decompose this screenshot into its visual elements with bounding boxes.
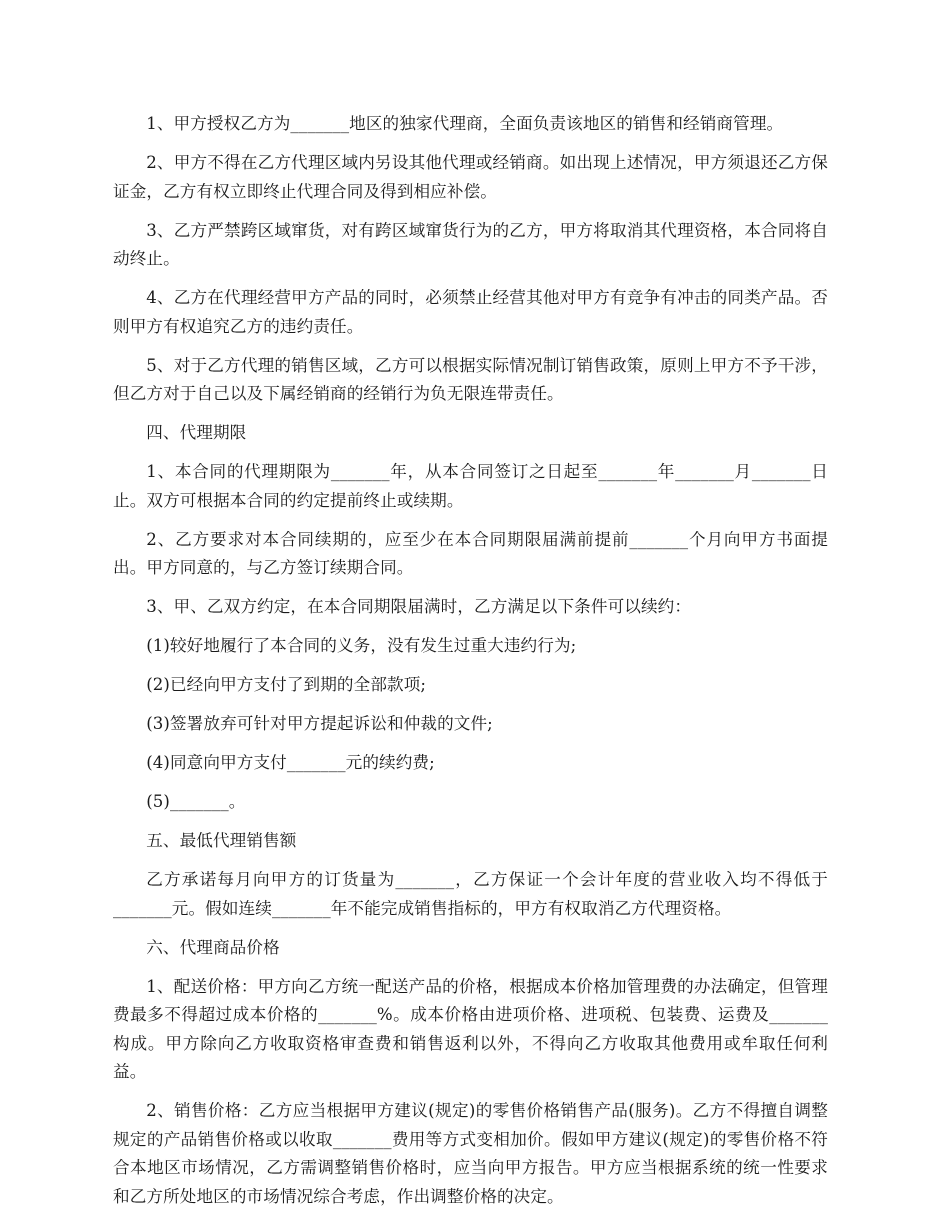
list-item: (3)签署放弃可针对甲方提起诉讼和仲裁的文件; [146, 714, 493, 733]
paragraph: 5、对于乙方代理的销售区域，乙方可以根据实际情况制订销售政策，原则上甲方不予干涉，但乙方对于自己以及下属经销商的经销行为负无限连带责任。 [113, 355, 828, 403]
paragraph: 1、甲方授权乙方为_______地区的独家代理商，全面负责该地区的销售和经销商管理。 [146, 114, 784, 133]
list-item: (5)_______。 [146, 792, 246, 811]
paragraph: 4、乙方在代理经营甲方产品的同时，必须禁止经营其他对甲方有竞争有冲击的同类产品。否则甲方有权追究乙方的违约责任。 [113, 288, 828, 336]
paragraph: 2、甲方不得在乙方代理区域内另设其他代理或经销商。如出现上述情况，甲方须退还乙方保证金，乙方有权立即终止代理合同及得到相应补偿。 [113, 153, 828, 201]
paragraph: 2、乙方要求对本合同续期的，应至少在本合同期限届满前提前_______个月向甲方书面提出。甲方同意的，与乙方签订续期合同。 [113, 529, 828, 577]
section-heading: 四、代理期限 [146, 423, 247, 442]
paragraph: 乙方承诺每月向甲方的订货量为_______，乙方保证一个会计年度的营业收入均不得低于_______元。假如连续_______年不能完成销售指标的，甲方有权取消乙方代理资格。 [113, 870, 828, 918]
paragraph: 1、本合同的代理期限为_______年，从本合同签订之日起至_______年_______月_______日止。双方可根据本合同的约定提前终止或续期。 [113, 462, 828, 510]
list-item: (1)较好地履行了本合同的义务，没有发生过重大违约行为; [146, 636, 577, 655]
paragraph: 3、乙方严禁跨区域窜货，对有跨区域窜货行为的乙方，甲方将取消其代理资格，本合同将自动终止。 [113, 220, 828, 268]
section-heading: 六、代理商品价格 [146, 937, 280, 957]
paragraph: 1、配送价格：甲方向乙方统一配送产品的价格，根据成本价格加管理费的办法确定，但管理费最多不得超过成本价格的_______%。成本价格由进项价格、进项税、包装费、运费及_______构成。甲方除向乙方收取资格审查费和销售返利以外，不得向乙方收取其他费用或牟取任何利益。 [113, 976, 828, 1081]
paragraph: 3、甲、乙双方约定，在本合同期限届满时，乙方满足以下条件可以续约： [146, 597, 692, 616]
list-item: (2)已经向甲方支付了到期的全部款项; [146, 675, 427, 694]
document-body [113, 110, 828, 1222]
section-heading: 五、最低代理销售额 [146, 831, 297, 850]
paragraph: 2、销售价格：乙方应当根据甲方建议(规定)的零售价格销售产品(服务)。乙方不得擅自调整规定的产品销售价格或以收取_______费用等方式变相加价。假如甲方建议(规定)的零售价格不符合本地区市场情况，乙方需调整销售价格时，应当向甲方报告。甲方应当根据系统的统一性要求和乙方所处地区的市场情况综合考虑，作出调整价格的决定。 [113, 1101, 828, 1206]
list-item: (4)同意向甲方支付_______元的续约费; [146, 753, 435, 772]
